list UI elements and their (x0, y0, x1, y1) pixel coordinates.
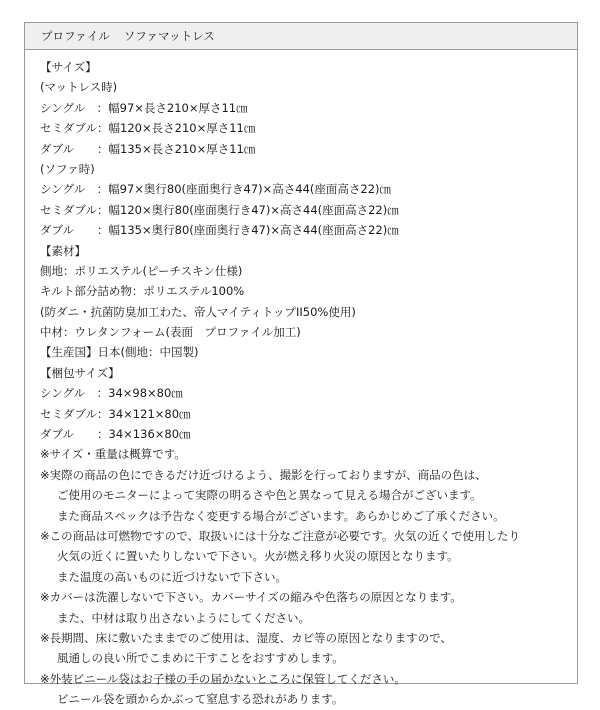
header-subtitle: ソファマットレス (123, 29, 215, 43)
spec-line: シングル ：34×98×80㎝ (40, 386, 183, 401)
spec-line: ※この商品は可燃物ですので、取扱いには十分なご注意が必要です。火気の近くで使用したり (40, 528, 520, 543)
spec-line: (ソファ時) (40, 161, 95, 176)
spec-line: また商品スペックは予告なく変更する場合がございます。あらかじめご了承ください。 (57, 508, 505, 523)
spec-line: ご使用のモニターによって実際の明るさや色と異なって見える場合がございます。 (57, 488, 482, 503)
spec-line: (防ダニ・抗菌防臭加工わた、帝人マイティトップII50%使用) (40, 304, 356, 319)
spec-line: セミダブル：34×121×80㎝ (40, 406, 191, 421)
spec-line: 【梱包サイズ】 (40, 365, 120, 380)
spec-line: セミダブル：幅120×長さ210×厚さ11㎝ (40, 121, 256, 136)
spec-line: シングル ：幅97×長さ210×厚さ11㎝ (40, 100, 248, 115)
spec-line: また、中材は取り出さないようにしてください。 (57, 610, 310, 625)
spec-line: 火気の近くに置いたりしないで下さい。火が燃え移り火災の原因となります。 (57, 549, 459, 564)
spec-box (24, 22, 578, 707)
spec-line: ※実際の商品の色にできるだけ近づけるよう、撮影を行っておりますが、商品の色は、 (40, 467, 487, 482)
spec-line: ※長期間、床に敷いたままでのご使用は、湿度、カビ等の原因となりますので、 (40, 630, 452, 645)
spec-line: キルト部分詰め物：ポリエステル100% (40, 284, 245, 299)
spec-line: 【サイズ】 (40, 60, 97, 74)
spec-line: (マットレス時) (40, 80, 118, 95)
spec-line: 風通しの良い所でこまめに干すことをおすすめします。 (57, 651, 344, 666)
spec-line: 側地：ポリエステル(ピーチスキン仕様) (40, 263, 243, 278)
spec-body (40, 57, 570, 710)
spec-line: ※カバーは洗濯しないで下さい。カバーサイズの縮みや色落ちの原因となります。 (40, 590, 462, 605)
spec-header (25, 23, 577, 50)
spec-line: ビニール袋を頭からかぶって窒息する恐れがあります。 (57, 692, 344, 707)
spec-line: ※サイズ・重量は概算です。 (40, 447, 186, 462)
spec-line: ダブル ：34×136×80㎝ (40, 427, 191, 442)
spec-line: シングル ：幅97×奥行80(座面奥行き47)×高さ44(座面高さ22)㎝ (40, 182, 392, 197)
spec-line: ダブル ：幅135×長さ210×厚さ11㎝ (40, 141, 256, 156)
header-title: プロファイル (41, 29, 110, 43)
spec-line: ダブル ：幅135×奥行80(座面奥行き47)×高さ44(座面高さ22)㎝ (40, 223, 399, 238)
spec-line: ※外装ビニール袋はお子様の手の届かないところに保管してください。 (40, 671, 406, 686)
spec-line: 【素材】 (40, 243, 86, 258)
spec-line: セミダブル：幅120×奥行80(座面奥行き47)×高さ44(座面高さ22)㎝ (40, 202, 399, 217)
spec-line: また温度の高いものに近づけないで下さい。 (57, 569, 287, 584)
spec-line: 【生産国】日本(側地：中国製) (40, 345, 199, 360)
spec-line: 中材：ウレタンフォーム(表面 プロファイル加工) (40, 325, 301, 340)
